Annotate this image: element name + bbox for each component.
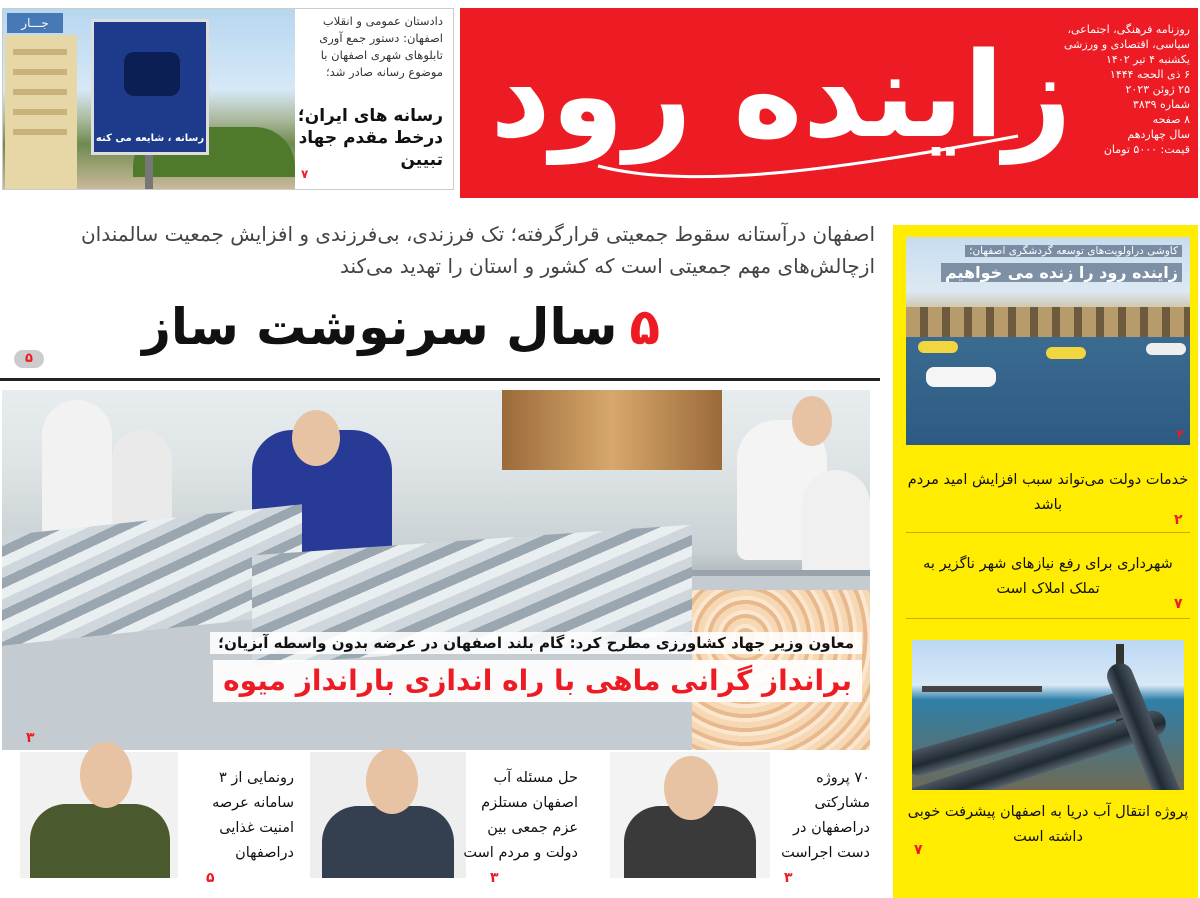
suit-image <box>322 806 454 878</box>
svg-text:زاینده رود: زاینده رود <box>490 26 1072 164</box>
issue-line: قیمت: ۵۰۰۰ تومان <box>1103 143 1190 156</box>
bottom-story-text: حل مسئله آب اصفهان مستلزم عزم جمعی بین دولت و مردم است <box>463 770 578 861</box>
boat-image <box>918 341 958 353</box>
issue-line: ۲۵ ژوئن ۲۰۲۳ <box>1125 83 1190 96</box>
page-number: ۳ <box>490 870 499 886</box>
bottom-story-text: رونمایی از ۳ سامانه عرصه امنیت غذایی دراصفهان <box>212 770 294 861</box>
main-headline[interactable] <box>142 298 660 356</box>
pipeline-photo[interactable] <box>912 640 1184 790</box>
uniform-image <box>30 804 170 878</box>
page-number: ۳ <box>784 870 793 886</box>
portrait-image <box>610 752 770 878</box>
photo-title[interactable]: زاینده رود را زنده می خواهیم <box>941 263 1182 282</box>
teaser-photo <box>3 9 295 189</box>
page-number: ۷ <box>914 842 923 858</box>
camera-icon <box>124 52 180 96</box>
bottom-story[interactable] <box>10 752 300 898</box>
jam-tag: جـــار <box>7 13 63 33</box>
boat-image <box>1146 343 1186 355</box>
page-number: ۵ <box>206 870 215 886</box>
bottom-story-text: ۷۰ پروژه مشارکتی دراصفهان در دست اجراست <box>781 770 870 861</box>
photo-kicker: کاوشی دراولویت‌های توسعه گردشگری اصفهان؛ <box>965 245 1182 257</box>
bridge-image <box>906 307 1190 337</box>
zayandeh-river-photo[interactable] <box>906 237 1190 445</box>
issue-line: سال چهاردهم <box>1127 128 1190 141</box>
issue-info <box>1064 22 1190 157</box>
fish-kicker <box>210 632 862 654</box>
headline-number: ۵ <box>629 298 660 356</box>
headline-text: سال سرنوشت ساز <box>142 298 618 356</box>
face-image <box>792 396 832 446</box>
billboard-image <box>91 19 209 155</box>
issue-line: ۸ صفحه <box>1152 113 1190 126</box>
fish-title[interactable]: برانداز گرانی ماهی با راه اندازی بارانداز میوه <box>213 660 862 702</box>
newspaper-logo <box>478 16 1084 188</box>
portrait-image <box>310 752 466 878</box>
face-image <box>366 748 418 814</box>
page-number: ۷ <box>1174 596 1183 612</box>
boat-image <box>1046 347 1086 359</box>
fish-caption <box>142 632 862 702</box>
portrait-image <box>20 752 178 878</box>
face-image <box>664 756 718 820</box>
building-image <box>5 35 77 189</box>
issue-line: سیاسی، اقتصادی و ورزشی <box>1064 38 1190 51</box>
top-teaser[interactable] <box>2 8 454 190</box>
boat-image <box>926 367 996 387</box>
fish-kicker-highlight: گام بلند اصفهان در عرضه بدون واسطه آبزیان؛ <box>218 634 565 652</box>
issue-line: یکشنبه ۴ تیر ۱۴۰۲ <box>1106 53 1190 66</box>
page-number: ۴ <box>1176 427 1184 441</box>
masthead <box>460 8 1198 198</box>
billboard-text: رسانه ، شایعه می کنه <box>95 133 205 144</box>
billboard-pole <box>145 155 153 189</box>
page-number: ۲ <box>1174 512 1183 528</box>
bottom-story[interactable] <box>300 752 590 898</box>
sidebar-story[interactable]: شهرداری برای رفع نیازهای شهر ناگزیر به تملک املاک است <box>923 556 1173 597</box>
face-image <box>80 742 132 808</box>
fish-kicker-prefix: معاون وزیر جهاد کشاورزی مطرح کرد: <box>569 634 854 652</box>
page-number: ۷ <box>301 167 309 181</box>
page-number: ۳ <box>26 730 35 746</box>
main-kicker: اصفهان درآستانه سقوط جمعیتی قرارگرفته؛ تک فرزندی، بی‌فرزندی و افزایش جمعیت سالمندان ازچالش‌های مهم جمعیتی است که کشور و استان را تهدید می‌کند <box>80 222 875 278</box>
decor-panel <box>502 390 722 470</box>
face-image <box>292 410 340 466</box>
divider <box>906 618 1190 619</box>
teaser-lead: دادستان عمومی و انقلاب اصفهان: دستور جمع آوری تابلوهای شهری اصفهان با موضوع رسانه صادر شد؛ <box>319 14 443 79</box>
divider <box>0 378 880 381</box>
issue-line: ۶ ذی الحجه ۱۴۴۴ <box>1109 68 1190 81</box>
jetty-image <box>922 686 1042 692</box>
sidebar-story[interactable]: پروژه انتقال آب دریا به اصفهان پیشرفت خوبی داشته است <box>907 804 1189 845</box>
person-image <box>802 470 870 580</box>
divider <box>906 532 1190 533</box>
sidebar-story[interactable]: خدمات دولت می‌تواند سبب افزایش امید مردم باشد <box>907 472 1189 513</box>
teaser-title[interactable]: رسانه های ایران؛ درخط مقدم جهاد تبیین <box>297 106 443 170</box>
bottom-story[interactable] <box>590 752 880 898</box>
issue-line: شماره ۳۸۳۹ <box>1132 98 1190 111</box>
page-number: ۵ <box>14 350 44 368</box>
issue-line: روزنامه فرهنگی، اجتماعی، <box>1067 23 1190 36</box>
fish-market-photo[interactable] <box>2 390 870 750</box>
